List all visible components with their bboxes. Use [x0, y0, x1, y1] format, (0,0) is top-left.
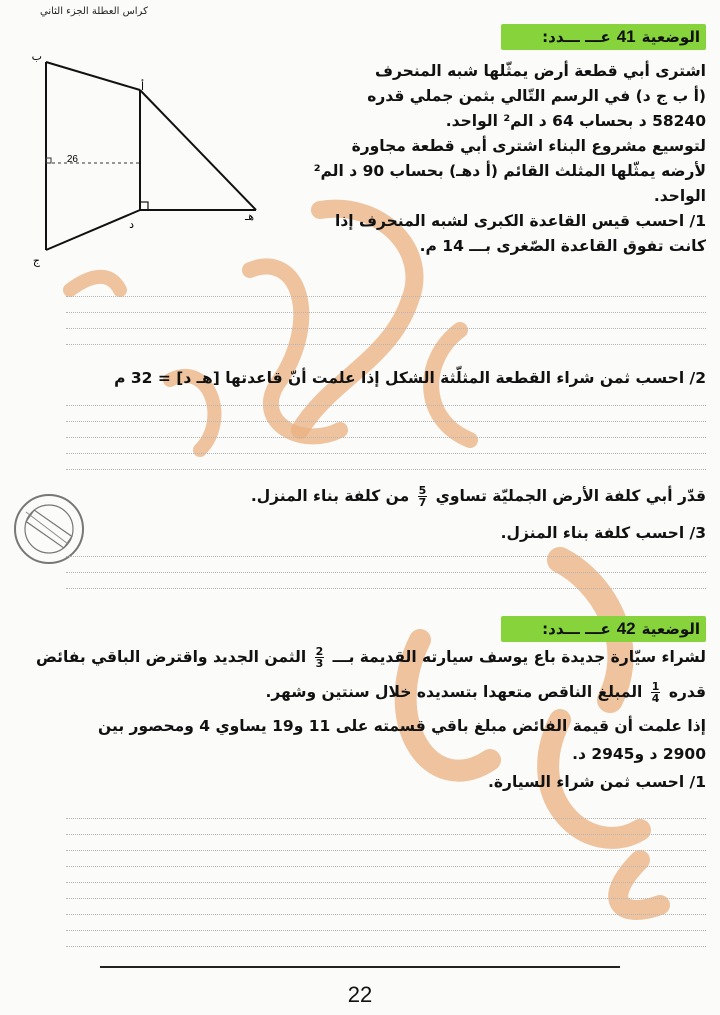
- answer-line[interactable]: [66, 469, 706, 470]
- statement-line: 58240 د بحساب 64 د الم² الواحد.: [445, 112, 706, 130]
- s42-line2-end: المبلغ الناقص متعهدا بتسديده خلال سنتين وشهر.: [265, 683, 643, 701]
- q3-intro-text: قدّر أبي كلفة الأرض الجمليّة تساوي: [435, 487, 706, 505]
- answer-line[interactable]: [66, 914, 706, 915]
- answer-line[interactable]: [66, 437, 706, 438]
- vertex-a-label: أ: [140, 80, 144, 93]
- page-number: 22: [347, 982, 373, 1007]
- statement-line: اشترى أبي قطعة أرض يمثّلها شبه المنحرف: [375, 62, 706, 80]
- situation-41-statement: [296, 59, 706, 259]
- question-2: 2/ احسب ثمن شراء القطعة المثلّثة الشكل إذا علمت أنّ قاعدتها [هـ د] = 32 م: [114, 369, 706, 387]
- stamp-seal: [12, 492, 86, 566]
- answer-line[interactable]: [66, 328, 706, 329]
- trapezoid-triangle-figure: [28, 50, 288, 270]
- answer-line[interactable]: [66, 588, 706, 589]
- fraction-denominator: 7: [418, 496, 427, 509]
- vertex-h-label: هـ: [244, 210, 254, 223]
- situation-41-suffix: عـــ ـــدد:: [542, 28, 611, 46]
- fraction-2-3: [315, 646, 325, 669]
- answer-line[interactable]: [66, 344, 706, 345]
- answer-line[interactable]: [66, 930, 706, 931]
- statement-line: لأرضه يمثّلها المثلث القائم (أ دهـ) بحساب 90 د الم²: [313, 162, 706, 180]
- bottom-rule: [100, 966, 620, 968]
- situation-42-line-1: [6, 645, 706, 670]
- fraction-denominator: 3: [315, 657, 324, 670]
- question-1-line: 1/ احسب قيس القاعدة الكبرى لشبه المنحرف إذا: [335, 212, 706, 230]
- situation-41-number: 41: [616, 27, 636, 46]
- fraction-numerator: 2: [315, 645, 324, 658]
- situation-42-number: 42: [616, 619, 636, 638]
- s42-question-1: 1/ احسب ثمن شراء السيارة.: [487, 773, 706, 791]
- situation-42-body: [6, 712, 706, 796]
- s42-line1-start: لشراء سيّارة جديدة باع يوسف سيارته القديمة بـــ: [332, 648, 706, 666]
- s42-line3: إذا علمت أن قيمة الفائض مبلغ باقي قسمته على 11 و19 يساوي 4 ومحصور بين: [98, 717, 706, 735]
- answer-line[interactable]: [66, 850, 706, 851]
- answer-line[interactable]: [66, 421, 706, 422]
- fraction-5-7: [418, 485, 428, 508]
- answer-line[interactable]: [66, 834, 706, 835]
- situation-42-header: [501, 616, 706, 642]
- situation-41-header: [501, 24, 706, 50]
- answer-line[interactable]: [66, 882, 706, 883]
- fraction-numerator: 1: [651, 680, 660, 693]
- question-3-intro: [206, 484, 706, 509]
- fraction-denominator: 4: [651, 692, 660, 705]
- s42-line1-end: الثمن الجديد واقترض الباقي بفائض: [35, 648, 307, 666]
- vertex-d-label: د: [129, 218, 134, 231]
- question-1-line: كانت تفوق القاعدة الصّغرى بـــ 14 م.: [419, 237, 706, 255]
- answer-line[interactable]: [66, 296, 706, 297]
- situation-42-label: الوضعية: [641, 620, 700, 638]
- statement-line: (أ ب ج د) في الرسم التّالي بثمن جملي قدره: [367, 87, 706, 105]
- answer-line[interactable]: [66, 453, 706, 454]
- fraction-numerator: 5: [418, 484, 427, 497]
- answer-line[interactable]: [66, 866, 706, 867]
- statement-line: الواحد.: [653, 187, 706, 205]
- situation-42-suffix: عـــ ـــدد:: [542, 620, 611, 638]
- s42-line4: 2900 د و2945 د.: [572, 745, 706, 763]
- answer-line[interactable]: [66, 572, 706, 573]
- statement-line: لتوسيع مشروع البناء اشترى أبي قطعة مجاورة: [351, 137, 706, 155]
- situation-42-line-2: [6, 680, 706, 705]
- s42-line2-start: قدره: [668, 683, 706, 701]
- fraction-1-4: [651, 681, 661, 704]
- answer-line[interactable]: [66, 312, 706, 313]
- question-3: 3/ احسب كلفة بناء المنزل.: [500, 524, 706, 542]
- q3-intro-text-end: من كلفة بناء المنزل.: [250, 487, 410, 505]
- answer-line[interactable]: [66, 898, 706, 899]
- answer-line[interactable]: [66, 405, 706, 406]
- page-header: كراس العطلة الجزء الثاني: [40, 6, 148, 17]
- situation-41-label: الوضعية: [641, 28, 700, 46]
- vertex-b-label: ب: [31, 50, 42, 63]
- height-label: 26: [66, 154, 78, 165]
- vertex-c-label: ج: [32, 254, 40, 267]
- answer-line[interactable]: [66, 818, 706, 819]
- answer-line[interactable]: [66, 946, 706, 947]
- answer-line[interactable]: [66, 556, 706, 557]
